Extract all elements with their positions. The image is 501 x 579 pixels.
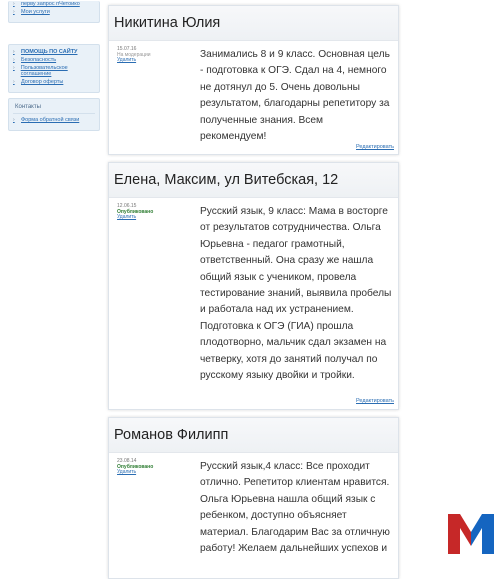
review-text: Русский язык, 9 класс: Мама в восторге от результатов сотрудничества. Ольга Юрьевна - педагог грамотный, ответственный. Она сразу же нашла общий язык с учеником, провела тестирование знаний, выявила пробелы и работала над их устранением. Подготовка к ОГЭ (ГИА) прошла плодотворно, мальчик сдал экзамен на четверку, хотя до занятий получал по русскому языку двойки и тройки. [200, 206, 392, 382]
review-header [109, 163, 398, 198]
sidebar-link-label: Форма обратной связи [21, 117, 80, 123]
review-meta [117, 47, 197, 145]
bullet-icon: › [13, 57, 15, 63]
sidebar-help-box [8, 44, 100, 93]
review-meta [117, 459, 197, 557]
sidebar-link-label: перву запрос пЧетоико [21, 1, 80, 7]
review-text: Занимались 8 и 9 класс. Основная цель - подготовка к ОГЭ. Сдал на 4, немного не дотянул до 5. Очень довольны результатом, благодарны репетитору за полученные знания. Всем рекомендуем! [200, 49, 390, 143]
review-header [109, 6, 398, 41]
sidebar-link-user-agreement[interactable] [13, 65, 95, 77]
review-status: На модерации [117, 51, 151, 58]
bullet-icon: › [13, 1, 15, 7]
sidebar-contacts-box [8, 98, 100, 131]
review-date: 23.08.14 [117, 458, 137, 464]
sidebar-link-security[interactable] [13, 57, 95, 63]
bullet-icon: › [13, 49, 15, 55]
review-card [108, 5, 399, 155]
delete-link[interactable]: Удалить [117, 57, 137, 63]
review-header [109, 418, 398, 453]
sidebar-link-label: ПОМОЩЬ ПО САЙТУ [21, 49, 78, 55]
review-body [109, 198, 398, 384]
sidebar-link-label: Мои услуги [21, 9, 50, 15]
bullet-icon: › [13, 117, 15, 123]
review-text: Русский язык,4 класс: Все проходит отлично. Репетитор клиентам нравится. Ольга Юрьевна нашла общий язык с ребенком, доступно объясняет материал. Благодарим Вас за отличную работу! Желаем дальнейших успехов и [200, 461, 390, 555]
review-status: Опубликовано [117, 208, 154, 215]
sidebar-link-offer[interactable] [13, 79, 95, 85]
delete-link[interactable]: Удалить [117, 214, 137, 220]
review-meta [117, 204, 197, 384]
sidebar-link-label: Пользовательское соглашение [20, 65, 68, 77]
bullet-icon: › [13, 65, 15, 71]
m-logo-icon [446, 512, 496, 556]
review-date: 12.06.15 [117, 203, 137, 209]
sidebar-contacts-title: Контакты [13, 102, 95, 114]
sidebar-account-box [8, 1, 100, 23]
sidebar-link-label: Безопасность [21, 57, 57, 63]
review-author: Романов Филипп [114, 427, 229, 443]
review-body [109, 453, 398, 557]
sidebar-help-title[interactable] [13, 49, 95, 55]
review-card [108, 162, 399, 410]
review-body [109, 41, 398, 145]
sidebar-link-services[interactable] [13, 9, 95, 15]
sidebar-link-label: Договор оферты [21, 79, 64, 85]
review-date: 15.07.16 [117, 46, 137, 52]
sidebar-link-feedback-form[interactable] [13, 117, 95, 123]
review-author: Елена, Максим, ул Витебская, 12 [114, 172, 339, 188]
sidebar-link-request[interactable] [13, 1, 95, 7]
review-card [108, 417, 399, 579]
logo-left-stroke [448, 514, 471, 554]
review-status: Опубликовано [117, 463, 154, 470]
logo-right-stroke [471, 514, 494, 554]
review-author: Никитина Юлия [114, 15, 221, 31]
bullet-icon: › [13, 79, 15, 85]
bullet-icon: › [13, 9, 15, 15]
left-sidebar [8, 0, 100, 136]
edit-link[interactable]: Редактировать [356, 398, 394, 404]
delete-link[interactable]: Удалить [117, 469, 137, 475]
edit-link[interactable]: Редактировать [356, 144, 394, 150]
